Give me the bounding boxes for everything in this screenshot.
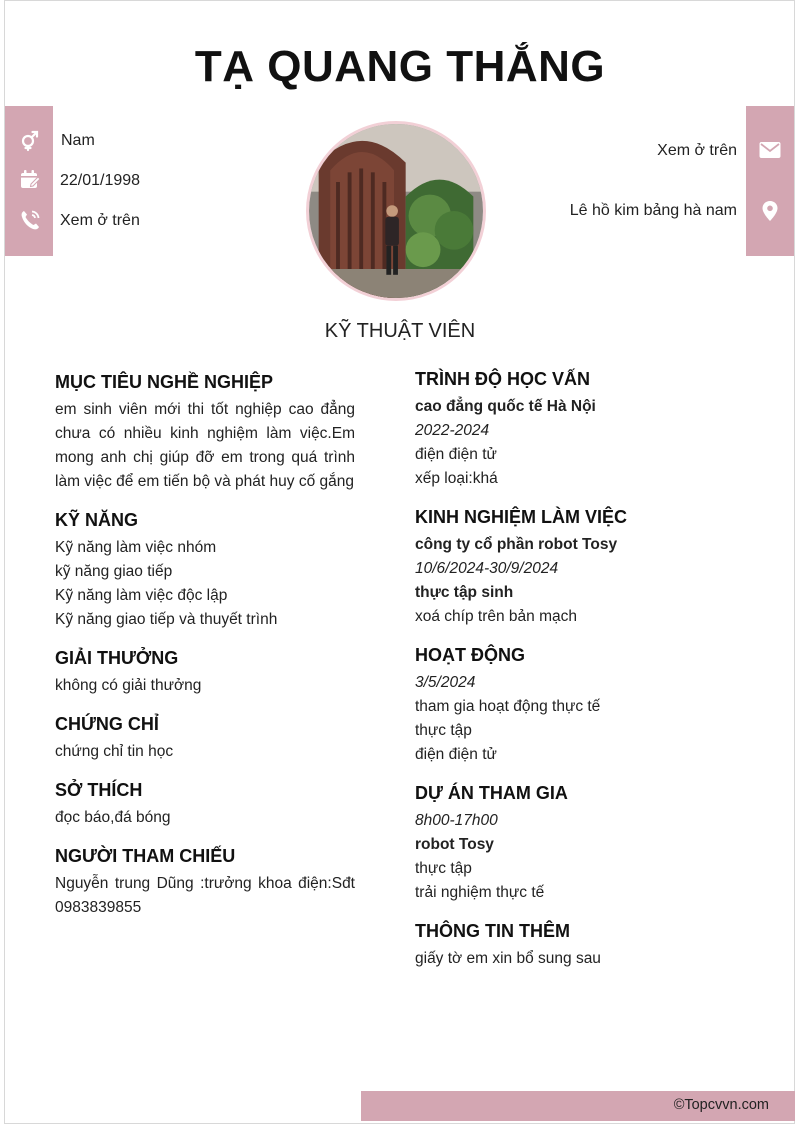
education-section [415,367,745,491]
projects-name: robot Tosy [415,836,494,853]
skill-item: kỹ năng giao tiếp [55,563,173,580]
awards-text: không có giải thưởng [55,677,202,694]
skill-item: Kỹ năng làm việc nhóm [55,539,217,556]
activities-heading: HOẠT ĐỘNG [415,645,525,665]
experience-description: xoá chíp trên bản mạch [415,608,577,625]
references-section [55,844,355,920]
phone-icon [18,208,42,232]
education-heading: TRÌNH ĐỘ HỌC VẤN [415,369,590,389]
education-grade: xếp loại:khá [415,470,498,487]
activity-line: tham gia hoạt động thực tế [415,698,601,715]
projects-heading: DỰ ÁN THAM GIA [415,783,568,803]
certificates-section [55,712,355,764]
birthday-value: 22/01/1998 [60,172,141,189]
references-text: Nguyễn trung Dũng :trưởng khoa điện:Sđt 0983839855 [55,875,355,916]
gender-value: Nam [61,132,95,149]
right-icon-bar [746,106,794,256]
experience-position: thực tập sinh [415,584,514,601]
hobbies-heading: SỞ THÍCH [55,780,143,800]
left-icon-bar [5,106,53,256]
certificates-text: chứng chỉ tin học [55,743,174,760]
objective-heading: MỤC TIÊU NGHỀ NGHIỆP [55,372,274,392]
experience-heading: KINH NGHIỆM LÀM VIỆC [415,507,628,527]
education-period: 2022-2024 [415,422,490,439]
skill-item: Kỹ năng giao tiếp và thuyết trình [55,611,278,628]
location-icon [758,199,782,223]
objective-section [55,370,355,494]
footer-credit: ©Topcvvn.com [673,1097,769,1113]
project-line: thực tập [415,860,472,877]
hobbies-text: đọc báo,đá bóng [55,809,171,826]
address-value: Lê hồ kim bảng hà nam [569,202,737,219]
skills-section [55,508,355,632]
profile-photo [306,121,486,301]
activities-section [415,643,745,767]
awards-section [55,646,355,698]
email-icon [758,138,782,162]
references-heading: NGƯỜI THAM CHIẾU [55,846,236,866]
education-major: điện điện tử [415,446,497,463]
gender-icon [18,128,42,152]
hobbies-section [55,778,355,830]
experience-company: công ty cổ phần robot Tosy [415,536,618,553]
footer-bar [361,1091,795,1121]
projects-time: 8h00-17h00 [415,812,498,829]
email-value: Xem ở trên [657,142,737,159]
certificates-heading: CHỨNG CHỈ [55,714,159,734]
more-info-section [415,919,745,971]
experience-section [415,505,745,629]
awards-heading: GIẢI THƯỞNG [55,648,179,668]
objective-text: em sinh viên mới thi tốt nghiệp cao đẳng chưa có nhiều kinh nghiệm làm việc.Em mong anh chị giúp đỡ em trong quá trình làm việc để em tiến bộ và phát huy cố gắng [55,401,355,490]
job-title: KỸ THUẬT VIÊN [324,320,476,342]
education-school: cao đẳng quốc tế Hà Nội [415,398,596,415]
activities-date: 3/5/2024 [415,674,476,691]
projects-section [415,781,745,905]
activity-line: điện điện tử [415,746,497,763]
left-column [55,370,355,934]
project-line: trải nghiệm thực tế [415,884,545,901]
more-info-text: giấy tờ em xin bổ sung sau [415,950,601,967]
skills-heading: KỸ NĂNG [55,510,139,530]
phone-value: Xem ở trên [60,212,140,229]
skill-item: Kỹ năng làm việc độc lập [55,587,228,604]
more-info-heading: THÔNG TIN THÊM [415,921,570,941]
activity-line: thực tập [415,722,472,739]
calendar-icon [18,168,42,192]
experience-period: 10/6/2024-30/9/2024 [415,560,559,577]
candidate-name: TẠ QUANG THẮNG [194,42,606,91]
right-column [415,367,745,985]
